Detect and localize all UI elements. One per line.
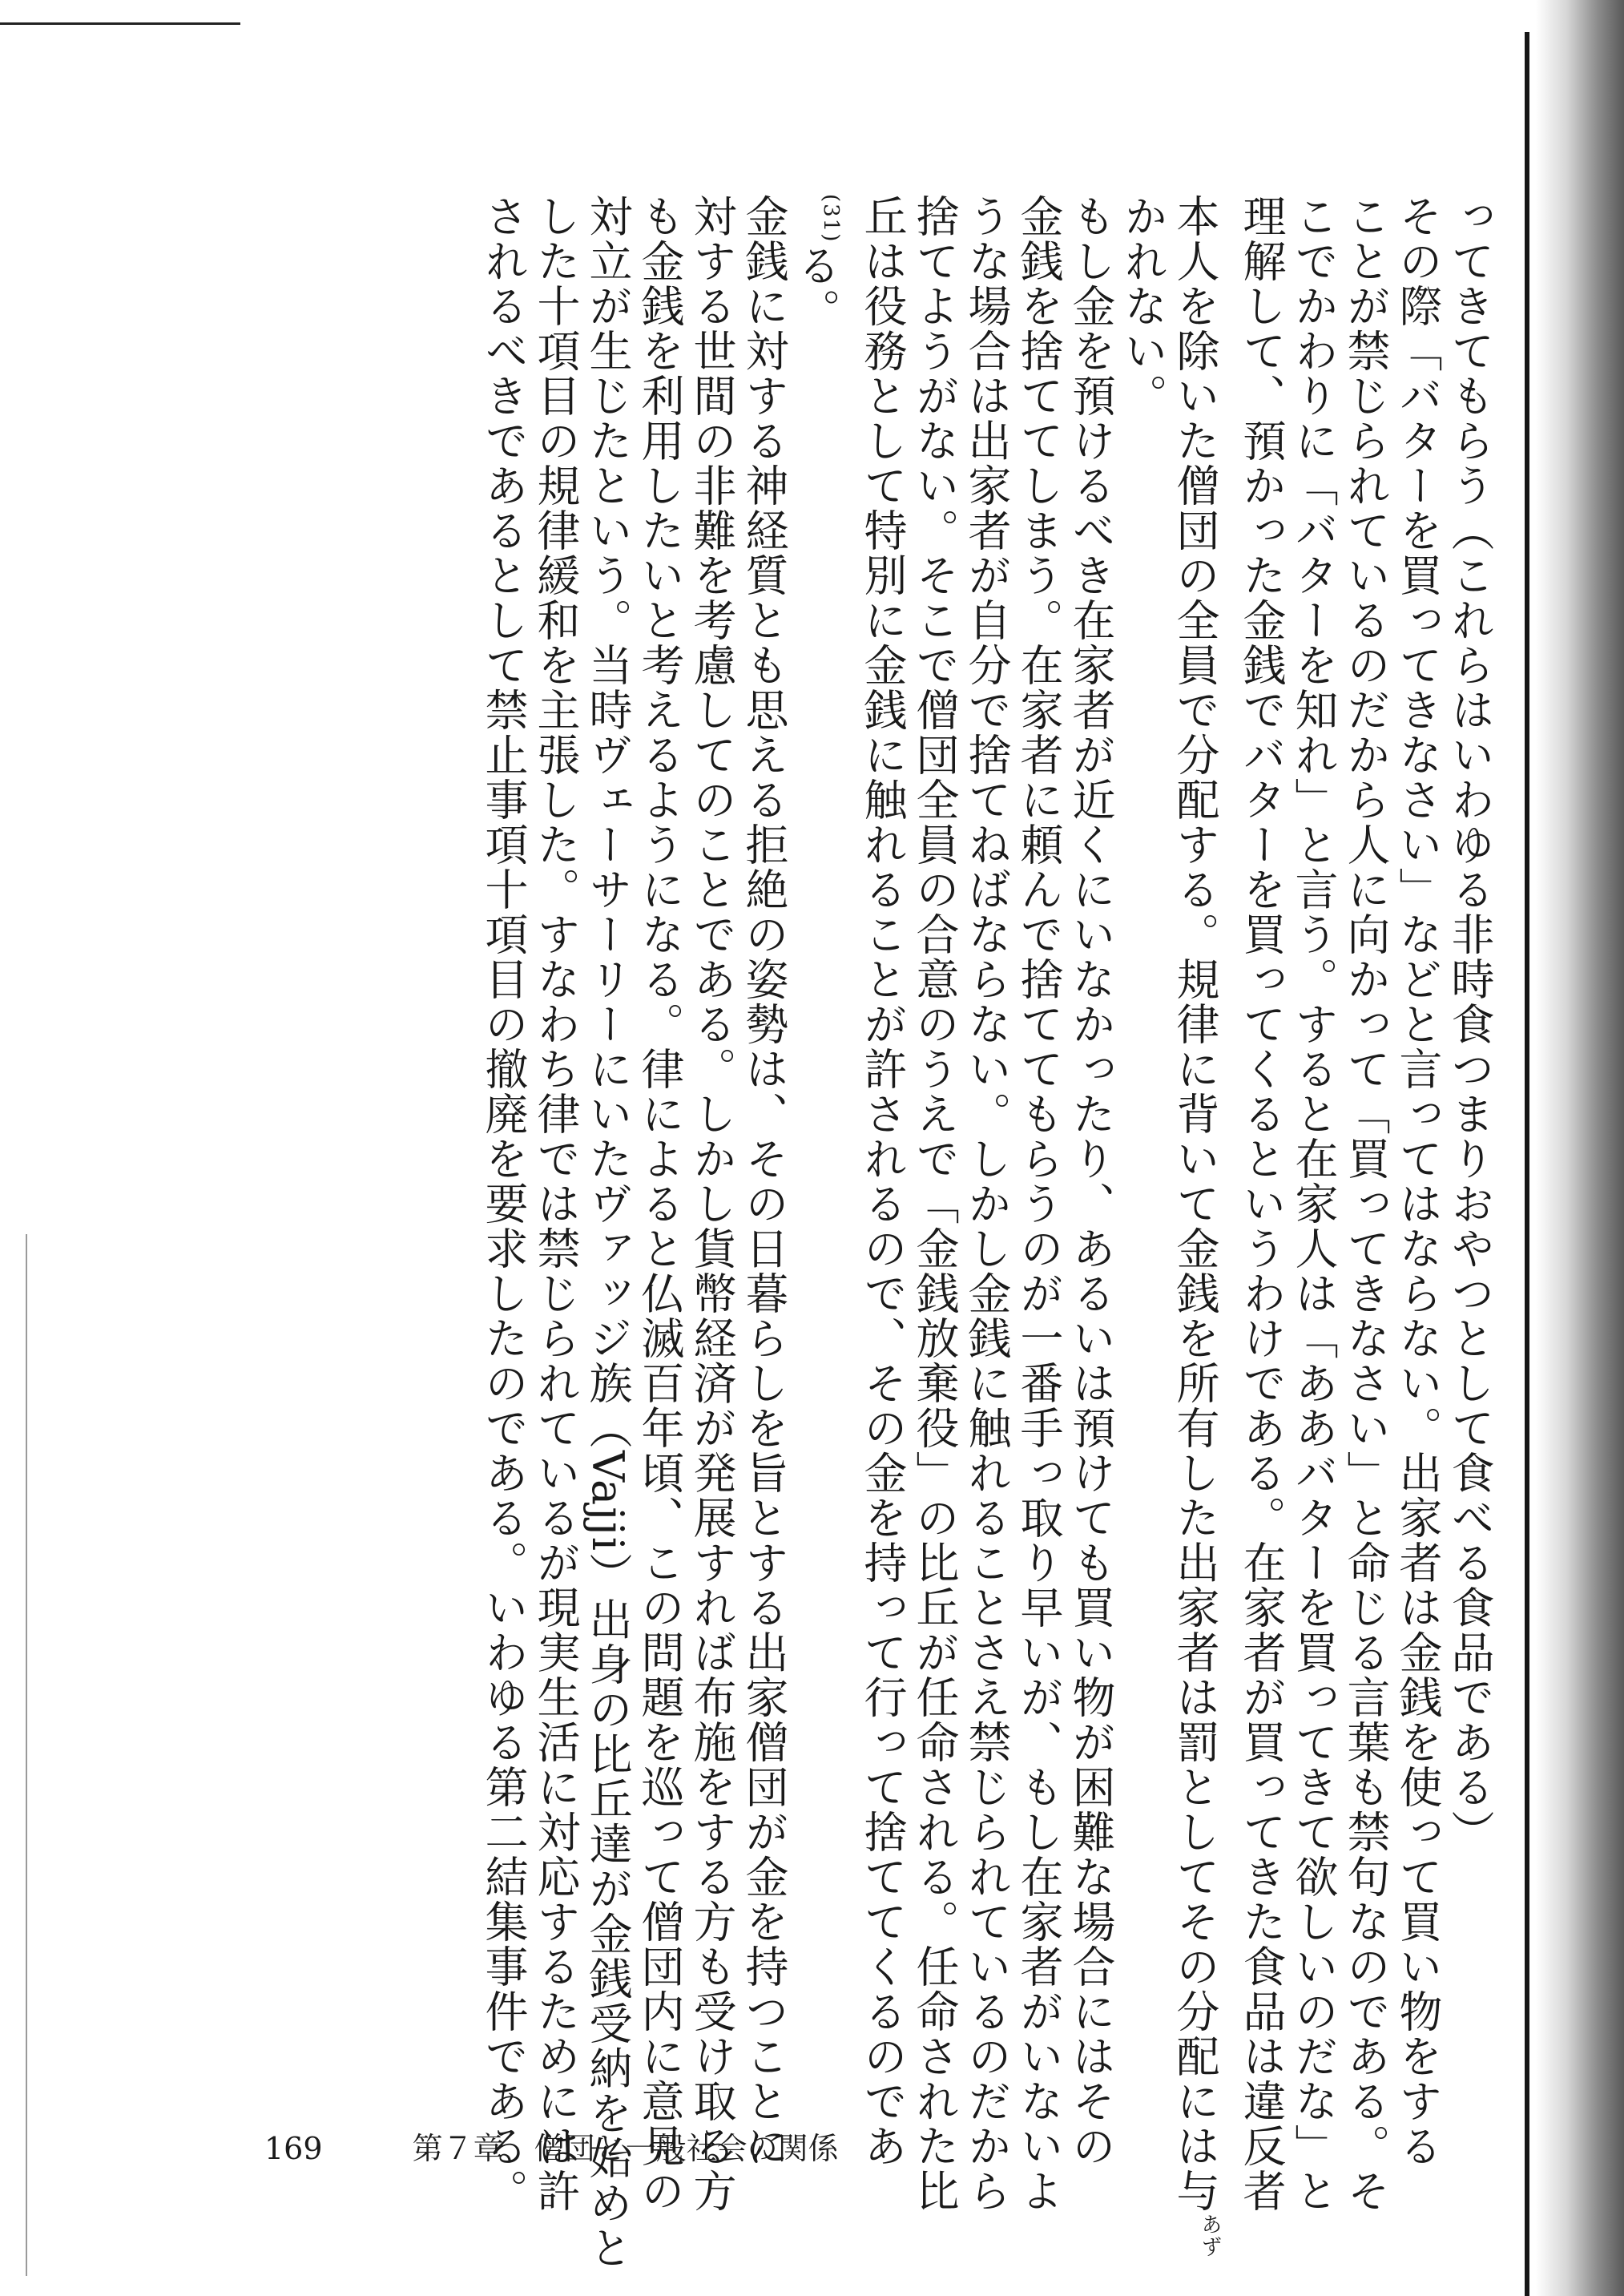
text-line: 金銭に対する神経質とも思える拒絶の姿勢は、その日暮らしを旨とする出家僧団が金を持つことに <box>739 194 789 2169</box>
text-line-with-note <box>790 194 856 2045</box>
text-line: うな場合は出家者が自分で捨てねばならない。しかし金銭に触れることさえ禁じられているのだから <box>961 194 1012 2213</box>
text-line: その際「バターを買ってきなさい」などと言ってはならない。出家者は金銭を使って買い物をする <box>1392 194 1443 2169</box>
ruby-azu: あず <box>1198 2213 1222 2258</box>
text-line: 対する世間の非難を考慮してのことである。しかし貨幣経済が発展すれば布施をする方も受け取る方 <box>687 194 737 2213</box>
scan-spine-line <box>26 1234 27 2276</box>
text-line: 対立が生じたという。当時ヴェーサーリーにいたヴァッジ族（Vajji）出身の比丘達が金銭受納を始めと <box>582 194 633 2270</box>
text-line: も金銭を利用したいと考えるようになる。律によると仏滅百年頃、この問題を巡って僧団内に意見の <box>635 194 685 2213</box>
page-footer <box>264 2124 839 2168</box>
text-line: ことが禁じられているのだから人に向かって「買ってきなさい」と命じる言葉も禁句なのである。そ <box>1340 194 1391 2213</box>
note-reference: (31) <box>819 194 843 244</box>
top-rule <box>0 22 240 25</box>
text-line: 本人を除いた僧団の全員で分配する。規律に背いて金銭を所有した出家者は罰としてその分配には与 <box>1170 194 1220 2213</box>
text-line: されるべきであるとして禁止事項十項目の撤廃を要求したのである。いわゆる第二結集事件である。 <box>478 194 529 2213</box>
text-line: こでかわりに「バターを知れ」と言う。すると在家人は「ああバターを買ってきて欲しいのだな」と <box>1288 194 1339 2213</box>
text-line: 金銭を捨ててしまう。在家者に頼んで捨ててもらうのが一番手っ取り早いが、もし在家者がいないよ <box>1013 194 1064 2213</box>
text-line: した十項目の規律緩和を主張した。すなわち律では禁じられているが現実生活に対応するためには許 <box>530 194 581 2213</box>
binding-shadow <box>1536 0 1624 2296</box>
text-line: かれない。 <box>1118 194 1168 418</box>
chapter-title: 第７章 僧団と一般社会の関係 <box>412 2131 839 2166</box>
text-line: もし金を預けるべき在家者が近くにいなかったり、あるいは預けても買い物が困難な場合にはその <box>1066 194 1116 2169</box>
text-line-with-ruby <box>1169 194 1235 2258</box>
text-line: 捨てようがない。そこで僧団全員の合意のうえで「金銭放棄役」の比丘が任命される。任命された比 <box>909 194 960 2213</box>
text-line: る。 <box>791 243 841 333</box>
page-number: 169 <box>264 2131 323 2166</box>
binding-edge <box>1525 32 1529 2296</box>
text-line: 理解して、預かった金銭でバターを買ってくるというわけである。在家者が買ってきた食品は違反者 <box>1236 194 1287 2213</box>
text-line: ってきてもらう（これらはいわゆる非時食つまりおやつとして食べる食品である） <box>1445 194 1495 1854</box>
text-line: 丘は役務として特別に金銭に触れることが許されるので、その金を持って行って捨ててくるのであ <box>857 194 908 2169</box>
